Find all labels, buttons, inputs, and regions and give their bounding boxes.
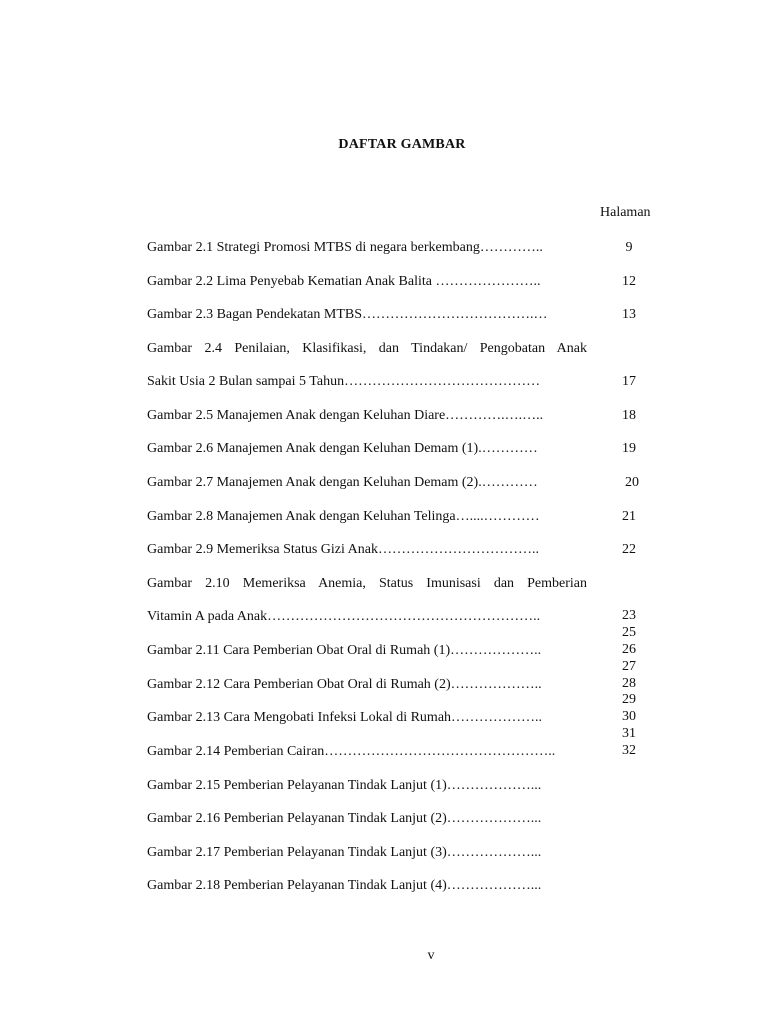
entry-gambar-2-4-line1: Gambar 2.4 Penilaian, Klasifikasi, dan Tindakan/ Pengobatan Anak [147, 341, 587, 356]
column-header-halaman: Halaman [600, 205, 651, 220]
entry-gambar-2-1: Gambar 2.1 Strategi Promosi MTBS di negara berkembang………….. [147, 240, 543, 255]
page-number: 26 [622, 642, 636, 657]
entry-gambar-2-16: Gambar 2.16 Pemberian Pelayanan Tindak Lanjut (2)………………... [147, 811, 542, 826]
entry-gambar-2-4-line2: Sakit Usia 2 Bulan sampai 5 Tahun…………………………………… [147, 374, 541, 389]
page-number: 19 [622, 441, 636, 456]
page-number: 22 [622, 542, 636, 557]
page-number: 23 [622, 608, 636, 623]
page-number: 27 [622, 659, 636, 674]
page-number: 21 [622, 509, 636, 524]
page-number: 12 [622, 274, 636, 289]
page-number: 30 [622, 709, 636, 724]
page-number: 31 [622, 726, 636, 741]
page-number: 28 [622, 676, 636, 691]
page-number: 13 [622, 307, 636, 322]
entry-gambar-2-6: Gambar 2.6 Manajemen Anak dengan Keluhan Demam (1).………… [147, 441, 538, 456]
entry-gambar-2-5: Gambar 2.5 Manajemen Anak dengan Keluhan Diare………….….….. [147, 408, 544, 423]
entry-gambar-2-9: Gambar 2.9 Memeriksa Status Gizi Anak…………………………….. [147, 542, 539, 557]
page-number: 17 [622, 374, 636, 389]
entry-gambar-2-13: Gambar 2.13 Cara Mengobati Infeksi Lokal di Rumah……………….. [147, 710, 543, 725]
entry-gambar-2-12: Gambar 2.12 Cara Pemberian Obat Oral di Rumah (2)……………….. [147, 677, 542, 692]
page-number: 18 [622, 408, 636, 423]
page-title: DAFTAR GAMBAR [338, 137, 466, 152]
page-number: 20 [625, 475, 639, 490]
entry-gambar-2-10-line2: Vitamin A pada Anak………………………………………………….. [147, 609, 541, 624]
entry-gambar-2-18: Gambar 2.18 Pemberian Pelayanan Tindak Lanjut (4)………………... [147, 878, 542, 893]
entry-gambar-2-3: Gambar 2.3 Bagan Pendekatan MTBS……………………………….… [147, 307, 548, 322]
entry-gambar-2-10-line1: Gambar 2.10 Memeriksa Anemia, Status Imunisasi dan Pemberian [147, 576, 587, 591]
entry-gambar-2-14: Gambar 2.14 Pemberian Cairan………………………………………….. [147, 744, 556, 759]
entry-gambar-2-2: Gambar 2.2 Lima Penyebab Kematian Anak Balita ………………….. [147, 274, 541, 289]
page-number: 9 [625, 240, 633, 255]
page-number: 29 [622, 692, 636, 707]
entry-gambar-2-8: Gambar 2.8 Manajemen Anak dengan Keluhan Telinga…....………… [147, 509, 540, 524]
page-number: 32 [622, 743, 636, 758]
page-footer-roman: v [427, 948, 435, 963]
page-number: 25 [622, 625, 636, 640]
entry-gambar-2-7: Gambar 2.7 Manajemen Anak dengan Keluhan Demam (2).………… [147, 475, 538, 490]
entry-gambar-2-11: Gambar 2.11 Cara Pemberian Obat Oral di Rumah (1)……………….. [147, 643, 542, 658]
entry-gambar-2-15: Gambar 2.15 Pemberian Pelayanan Tindak Lanjut (1)………………... [147, 778, 542, 793]
entry-gambar-2-17: Gambar 2.17 Pemberian Pelayanan Tindak Lanjut (3)………………... [147, 845, 542, 860]
